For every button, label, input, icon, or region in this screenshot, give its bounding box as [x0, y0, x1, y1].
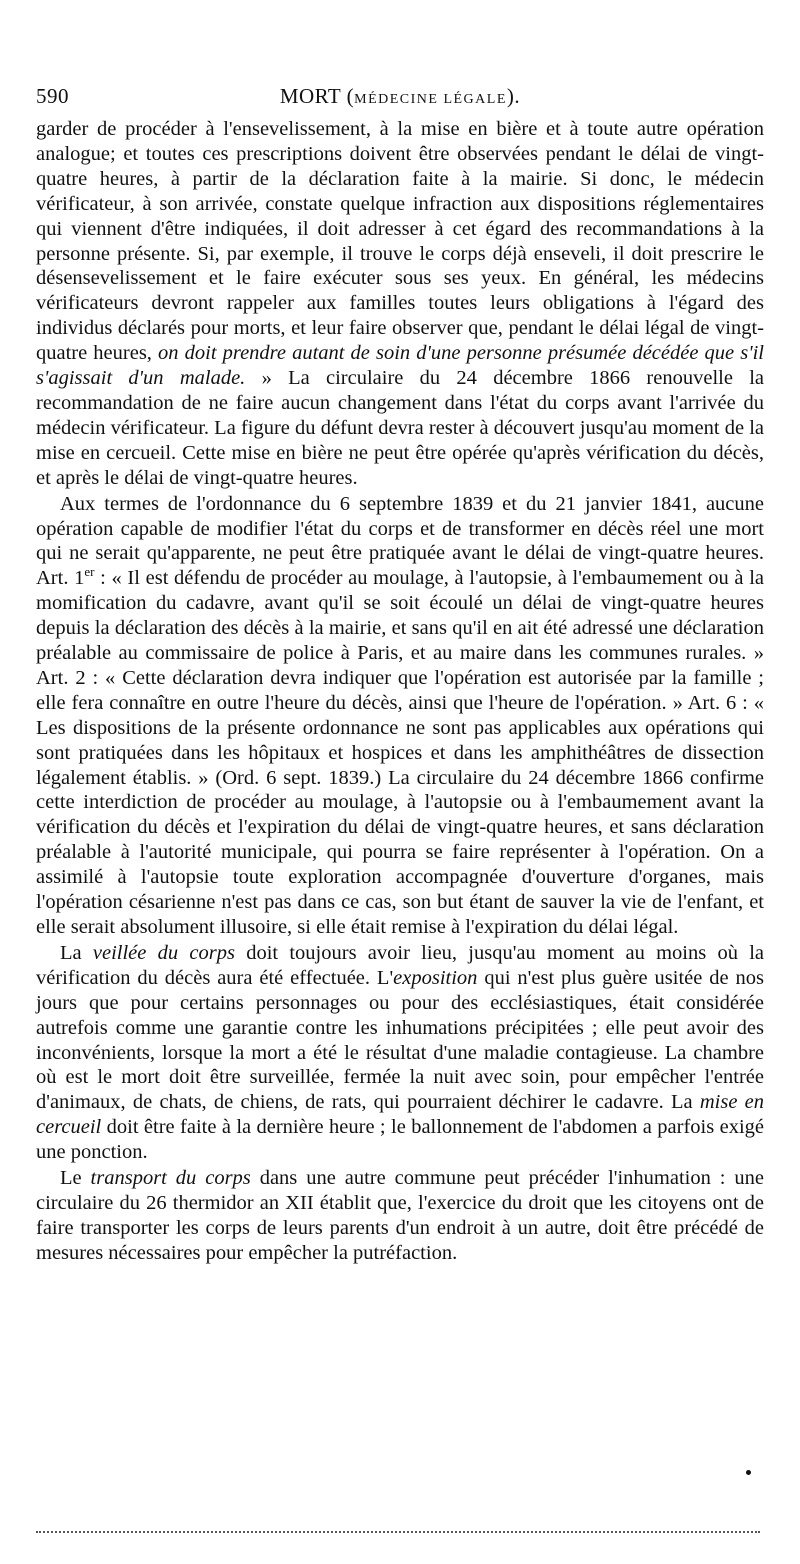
- text-run: qui n'est plus guère usitée de nos jours que pour certains personnages ou pour des ecclésiastiques, était considérée autrefois comme une garantie contre les inhumations précipitées ; elle peut avoir des inconvénients, lorsque la mort a été le résultat d'une maladie contagieuse. La chambre où est le mort doit être surveillée, fermée la nuit avec soin, pour empêcher l'entrée d'animaux, de chats, de chiens, de rats, qui pourraient déchirer le cadavre. La: [36, 966, 764, 1114]
- italic-text: mise en cercueil: [36, 1091, 764, 1139]
- text-run: Aux termes de l'ordonnance du 6 septembre 1839 et du 21 janvier 1841, aucune opération capable de modifier l'état du corps et de transformer en décès réel une mort qui ne serait qu'apparente, ne peut être pratiquée avant le délai de vingt-quatre heures. Art. 1: [36, 492, 764, 590]
- page-number: 590: [36, 84, 69, 108]
- footer-rule: [36, 1531, 760, 1533]
- body-text: [36, 117, 764, 1266]
- running-title: [36, 84, 764, 109]
- text-run: garder de procéder à l'ensevelissement, à la mise en bière et à toute autre opération analogue; et toutes ces prescriptions doivent être observées pendant le délai de vingt-quatre heures, à partir de la déclaration faite à la mairie. Si donc, le médecin vérificateur, à son arrivée, constate quelque infraction aux dispositions réglementaires qui viennent d'être indiquées, il doit adresser à cet égard des recommandations à la personne présente. Si, par exemple, il trouve le corps déjà enseveli, il doit prescrire le désensevelissement et le faire exécuter sous ses yeux. En général, les médecins vérificateurs devront rappeler aux familles toutes leurs obligations à l'égard des individus déclarés pour morts, et leur faire observer que, pendant le délai légal de vingt-quatre heures,: [36, 118, 764, 365]
- running-title-main: MORT (: [279, 84, 355, 108]
- printer-mark: [746, 1470, 751, 1475]
- paragraph-p4: [36, 1166, 764, 1266]
- running-title-end: ).: [506, 84, 521, 108]
- italic-text: transport du corps: [90, 1167, 251, 1190]
- text-run: doit être faite à la dernière heure ; le ballonnement de l'abdomen a parfois exigé une ponction.: [36, 1116, 764, 1164]
- text-run: Le: [60, 1167, 91, 1190]
- superscript: er: [84, 564, 95, 580]
- paragraph-p2: [36, 492, 764, 940]
- running-title-subject: MÉDECINE LÉGALE: [354, 92, 507, 107]
- text-run: » La circulaire du 24 décembre 1866 renouvelle la recommandation de ne faire aucun changement dans l'état du corps avant l'arrivée du médecin vérificateur. La figure du défunt devra rester à découvert jusqu'au moment de la mise en cercueil. Cette mise en bière ne peut être opérée qu'après vérification du décès, et après le délai de vingt-quatre heures.: [36, 367, 765, 489]
- text-run: : « Il est défendu de procéder au moulage, à l'autopsie, à l'embaumement ou à la momification du cadavre, avant qu'il se soit écoulé un délai de vingt-quatre heures depuis la déclaration des décès à la mairie, et sans qu'il en ait été adressé une déclaration préalable au commissaire de police à Paris, et au maire dans les communes rurales. » Art. 2 : « Cette déclaration devra indiquer que l'opération est autorisée par la famille ; elle fera connaître en outre l'heure du décès, ainsi que l'heure de l'opération. » Art. 6 : « Les dispositions de la présente ordonnance ne sont pas applicables aux opérations qui sont pratiquées dans les hôpitaux et hospices et dans les amphithéâtres de dissection légalement établis. » (Ord. 6 sept. 1839.) La circulaire du 24 décembre 1866 confirme cette interdiction de procéder au moulage, à l'autopsie ou à l'embaumement avant la vérification du décès et l'expiration du délai de vingt-quatre heures, et sans déclaration préalable à l'autorité municipale, qui pourra se faire représenter à l'opération. On a assimilé à l'autopsie toute exploration accompagnée d'ouverture d'organes, mais l'opération césarienne n'est pas dans ce cas, son but étant de sauver la vie de l'enfant, et elle serait absolument illusoire, si elle était remise à l'expiration du délai légal.: [36, 567, 764, 938]
- running-header: [36, 84, 764, 114]
- text-run: dans une autre commune peut précéder l'inhumation : une circulaire du 26 thermidor an XII établit que, l'exercice du droit que les citoyens ont de faire transporter les corps de leurs parents d'un endroit à un autre, doit être précédé de mesures nécessaires pour empêcher la putréfaction.: [36, 1167, 764, 1264]
- paragraph-p1: [36, 117, 764, 491]
- text-run: La: [60, 941, 93, 964]
- paragraph-p3: [36, 941, 764, 1165]
- italic-text: veillée du corps: [92, 941, 235, 964]
- italic-text: on doit prendre autant de soin d'une personne présumée décédée que s'il s'agissait d'un malade.: [36, 342, 764, 390]
- italic-text: exposition: [393, 966, 478, 989]
- text-run: doit toujours avoir lieu, jusqu'au moment au moins où la vérification du décès aura été effectuée. L': [36, 941, 764, 989]
